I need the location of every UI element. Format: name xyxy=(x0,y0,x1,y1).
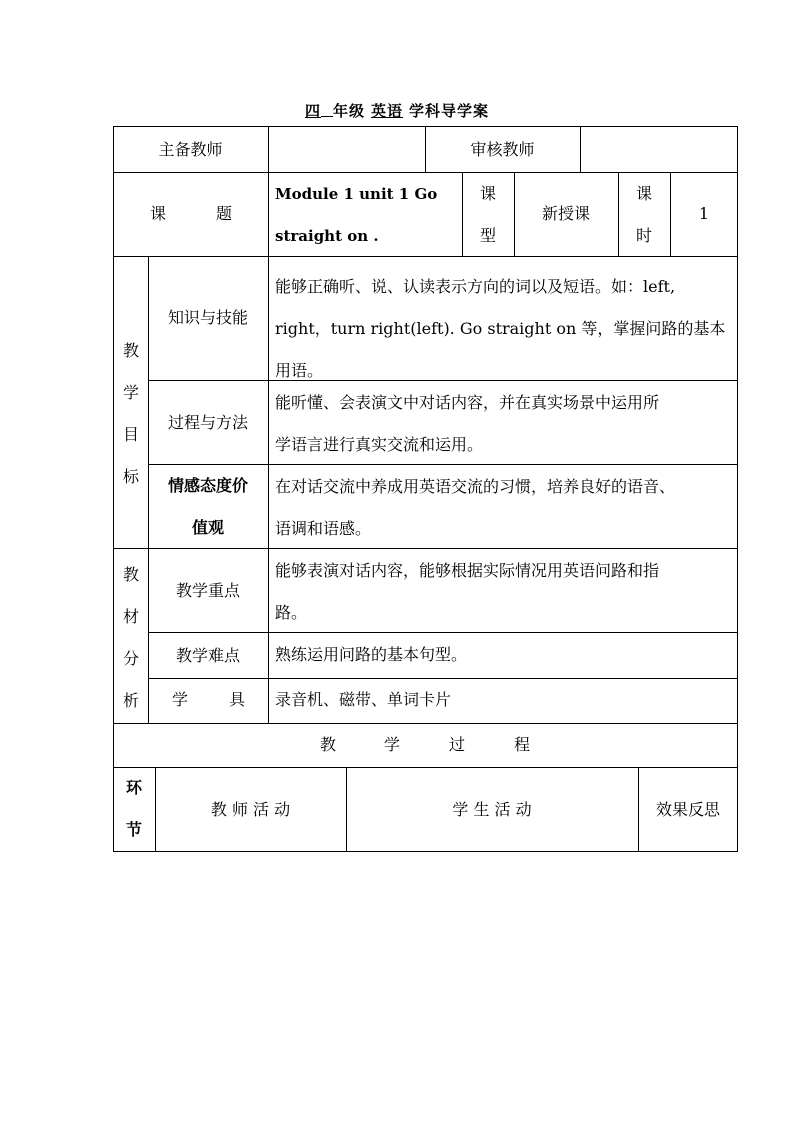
period-value: 1 xyxy=(698,204,710,223)
grade-blank xyxy=(321,104,333,117)
objectives-group-label: 教 学 目 标 xyxy=(122,341,139,486)
doc-name: 学科导学案 xyxy=(409,102,490,120)
material-label-tools-a: 学 xyxy=(172,690,189,709)
type-label-1: 课 xyxy=(479,184,496,203)
material-text-focus: 能够表演对话内容，能够根据实际情况用英语问路和指 路。 xyxy=(275,561,660,622)
material-label-tools-b: 具 xyxy=(229,690,246,709)
main-teacher-label: 主备教师 xyxy=(158,140,223,159)
grade-value: 四 xyxy=(304,102,321,120)
topic-label-1: 课 xyxy=(150,204,167,223)
col-step-2: 节 xyxy=(125,820,142,839)
objective-text-process: 能听懂、会表演文中对话内容，并在真实场景中运用所 学语言进行真实交流和运用。 xyxy=(275,393,660,454)
topic-line-1: Module 1 unit 1 Go xyxy=(275,185,438,203)
document-title xyxy=(0,100,794,121)
type-label-2: 型 xyxy=(479,226,496,245)
topic-line-2: straight on . xyxy=(275,227,379,245)
material-label-difficulty: 教学难点 xyxy=(175,646,240,665)
col-teacher-activity: 教 师 活 动 xyxy=(210,800,291,819)
material-text-tools: 录音机、磁带、单词卡片 xyxy=(275,690,452,709)
topic-label-2: 题 xyxy=(216,204,233,223)
type-value: 新授课 xyxy=(541,204,590,223)
objective-label-knowledge: 知识与技能 xyxy=(167,308,248,327)
subject-value: 英语 xyxy=(371,102,404,120)
period-label-1: 课 xyxy=(635,184,652,203)
col-step-1: 环 xyxy=(125,778,142,797)
objective-label-attitude-1: 情感态度价 xyxy=(167,476,248,495)
period-label-2: 时 xyxy=(635,226,652,245)
objective-label-attitude-2: 值观 xyxy=(191,518,224,537)
objective-text-attitude: 在对话交流中养成用英语交流的习惯，培养良好的语音、 语调和语感。 xyxy=(275,477,676,538)
grade-suffix: 年级 xyxy=(332,102,365,120)
objective-text-knowledge: 能够正确听、说、认读表示方向的词以及短语。如：left, right，turn right(left). Go straight on 等，掌握问路的基本 用语。 xyxy=(275,277,726,380)
col-student-activity: 学 生 活 动 xyxy=(452,800,532,819)
material-group-label: 教 材 分 析 xyxy=(122,565,139,710)
review-teacher-label: 审核教师 xyxy=(470,140,535,159)
material-text-difficulty: 熟练运用问路的基本句型。 xyxy=(275,645,468,664)
objective-label-process: 过程与方法 xyxy=(167,413,248,432)
material-label-focus: 教学重点 xyxy=(175,581,240,600)
col-effect-reflection: 效果反思 xyxy=(655,800,720,819)
